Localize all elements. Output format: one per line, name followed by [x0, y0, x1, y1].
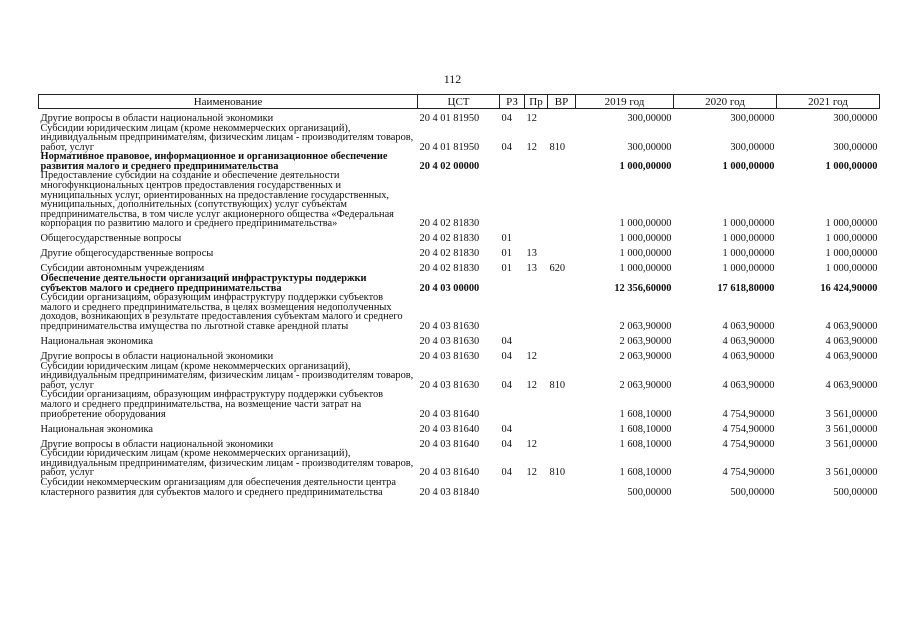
cell-name: Общегосударственные вопросы — [40, 233, 182, 245]
cell-name: Нормативное правовое, информационное и организационное обеспечение развития малого и среднего предпринимательства — [40, 151, 388, 172]
cell-pr — [525, 390, 548, 419]
cell-y2021: 1 000,00000 — [825, 263, 878, 275]
cell-y2019: 1 000,00000 — [619, 218, 672, 230]
cell-rz: 04 — [501, 351, 512, 362]
cell-cst: 20 4 02 81830 — [419, 218, 480, 230]
cell-y2020: 300,00000 — [730, 112, 775, 124]
budget-table — [38, 94, 880, 497]
table-row — [39, 332, 880, 347]
cell-cst: 20 4 02 81830 — [419, 248, 480, 260]
cell-pr — [525, 152, 548, 171]
cell-y2021: 3 561,00000 — [825, 467, 878, 479]
cell-cst: 20 4 03 00000 — [419, 282, 480, 294]
cell-y2019: 2 063,90000 — [619, 351, 672, 362]
cell-y2020: 4 063,90000 — [722, 336, 775, 347]
cell-cst: 20 4 03 81640 — [419, 438, 480, 450]
table-row — [39, 347, 880, 362]
cell-y2019: 2 063,90000 — [619, 336, 672, 347]
cell-y2020: 1 000,00000 — [722, 218, 775, 230]
cell-name: Национальная экономика — [40, 336, 154, 347]
cell-name: Предоставление субсидии на создание и обеспечение деятельности многофункциональных центров предоставления государственных и муниципальных услуг, ориентированных на предоставление государственных, муниципальных, дополнительных (сопутствующих) услуг субъектам предпринимательства, в том числе услуг акционерного общества «Федеральная корпорация по развитию малого и среднего предпринимательства» — [40, 170, 394, 230]
table-row — [39, 449, 880, 478]
cell-rz: 04 — [501, 423, 512, 435]
cell-name: Субсидии организациям, образующим инфраструктуру поддержки субъектов малого и среднего предпринимательства, на возмещение части затрат на приобретение оборудования — [40, 389, 384, 420]
cell-name: Субсидии организациям, образующим инфраструктуру поддержки субъектов малого и среднего предпринимательства, в целях возмещения недополученных доходов, возникающих в результате предоставления субъектам малого и среднего предпринимательства имущества по льготной ставке арендной платы — [40, 292, 403, 332]
cell-y2021: 1 000,00000 — [825, 248, 878, 260]
cell-vr: 810 — [549, 467, 566, 479]
cell-cst: 20 4 01 81950 — [419, 141, 480, 153]
cell-y2019: 1 000,00000 — [619, 233, 672, 245]
cell-y2020: 4 063,90000 — [722, 351, 775, 362]
cell-y2019: 1 608,10000 — [619, 423, 672, 435]
cell-pr — [525, 478, 548, 497]
cell-y2020: 4 754,90000 — [722, 467, 775, 479]
cell-y2021: 4 063,90000 — [825, 321, 878, 332]
cell-pr: 12 — [526, 467, 537, 479]
cell-cst: 20 4 02 00000 — [419, 160, 480, 172]
cell-vr — [548, 274, 576, 293]
cell-name: Субсидии юридическим лицам (кроме некоммерческих организаций), индивидуальным предпринимателям, физическим лицам - производителям товаров, работ, услуг — [40, 360, 414, 391]
cell-y2021: 3 561,00000 — [825, 408, 878, 420]
header-name: Наименование — [39, 95, 418, 109]
cell-y2020: 1 000,00000 — [722, 233, 775, 245]
cell-pr: 12 — [526, 112, 537, 124]
cell-name: Другие вопросы в области национальной экономики — [40, 112, 274, 124]
cell-cst: 20 4 03 81640 — [419, 408, 480, 420]
cell-y2019: 500,00000 — [627, 486, 672, 498]
cell-pr — [525, 419, 548, 434]
cell-y2020: 4 754,90000 — [722, 438, 775, 450]
cell-name: Национальная экономика — [40, 423, 154, 435]
cell-y2019: 300,00000 — [627, 141, 672, 153]
cell-y2020: 1 000,00000 — [722, 160, 775, 172]
cell-vr — [548, 244, 576, 259]
cell-rz — [500, 390, 525, 419]
cell-vr: 810 — [549, 141, 566, 153]
cell-pr — [525, 229, 548, 244]
cell-rz: 04 — [501, 379, 512, 391]
header-2021: 2021 год — [777, 95, 880, 109]
table-row — [39, 362, 880, 391]
table-row — [39, 152, 880, 171]
cell-y2021: 300,00000 — [833, 141, 878, 153]
cell-y2020: 4 754,90000 — [722, 408, 775, 420]
table-header-row — [39, 95, 880, 109]
cell-y2019: 1 000,00000 — [619, 263, 672, 275]
cell-y2021: 4 063,90000 — [825, 351, 878, 362]
cell-cst: 20 4 01 81950 — [419, 112, 480, 124]
cell-y2021: 1 000,00000 — [825, 218, 878, 230]
cell-y2021: 4 063,90000 — [825, 336, 878, 347]
cell-rz: 01 — [501, 248, 512, 260]
cell-y2021: 3 561,00000 — [825, 423, 878, 435]
cell-rz: 04 — [501, 112, 512, 124]
cell-y2019: 1 000,00000 — [619, 248, 672, 260]
cell-cst: 20 4 03 81840 — [419, 486, 480, 498]
table-row — [39, 274, 880, 293]
cell-name: Другие вопросы в области национальной экономики — [40, 438, 274, 450]
cell-rz: 04 — [501, 467, 512, 479]
cell-rz: 04 — [501, 141, 512, 153]
cell-y2021: 1 000,00000 — [825, 160, 878, 172]
cell-pr: 13 — [526, 263, 537, 275]
cell-y2021: 4 063,90000 — [825, 379, 878, 391]
cell-cst: 20 4 03 81630 — [419, 351, 480, 362]
cell-y2020: 1 000,00000 — [722, 248, 775, 260]
cell-y2020: 1 000,00000 — [722, 263, 775, 275]
cell-pr: 13 — [526, 248, 537, 260]
cell-y2019: 300,00000 — [627, 112, 672, 124]
cell-name: Другие вопросы в области национальной экономики — [40, 351, 274, 362]
cell-cst: 20 4 03 81630 — [419, 379, 480, 391]
cell-vr: 620 — [549, 263, 566, 275]
table-row — [39, 478, 880, 497]
cell-rz — [500, 293, 525, 331]
cell-vr: 810 — [549, 379, 566, 391]
cell-y2020: 17 618,80000 — [717, 282, 775, 294]
header-cst: ЦСТ — [418, 95, 500, 109]
cell-cst: 20 4 03 81640 — [419, 467, 480, 479]
cell-pr — [525, 274, 548, 293]
cell-y2020: 4 754,90000 — [722, 423, 775, 435]
cell-name: Субсидии юридическим лицам (кроме некоммерческих организаций), индивидуальным предпринимателям, физическим лицам - производителям товаров, работ, услуг — [40, 448, 414, 479]
cell-y2019: 1 000,00000 — [619, 160, 672, 172]
table-row — [39, 171, 880, 229]
cell-name: Субсидии юридическим лицам (кроме некоммерческих организаций), индивидуальным предпринимателям, физическим лицам - производителям товаров, работ, услуг — [40, 122, 414, 153]
cell-rz: 04 — [501, 336, 512, 347]
header-vr: ВР — [548, 95, 576, 109]
header-2019: 2019 год — [576, 95, 674, 109]
cell-y2020: 4 063,90000 — [722, 379, 775, 391]
cell-rz — [500, 152, 525, 171]
cell-name: Обеспечение деятельности организаций инфраструктуры поддержки субъектов малого и среднего предпринимательства — [40, 273, 367, 294]
cell-y2021: 500,00000 — [833, 486, 878, 498]
cell-vr — [548, 293, 576, 331]
cell-cst: 20 4 03 81630 — [419, 336, 480, 347]
cell-vr — [548, 109, 576, 124]
cell-y2021: 3 561,00000 — [825, 438, 878, 450]
cell-name: Субсидии автономным учреждениям — [40, 263, 205, 275]
cell-y2019: 2 063,90000 — [619, 379, 672, 391]
cell-y2020: 4 063,90000 — [722, 321, 775, 332]
cell-pr: 12 — [526, 438, 537, 450]
cell-rz: 04 — [501, 438, 512, 450]
cell-name: Другие общегосударственные вопросы — [40, 248, 214, 260]
table-row — [39, 124, 880, 153]
table-row — [39, 244, 880, 259]
cell-y2019: 1 608,10000 — [619, 467, 672, 479]
cell-y2020: 300,00000 — [730, 141, 775, 153]
table-row — [39, 434, 880, 449]
cell-rz — [500, 171, 525, 229]
cell-y2019: 2 063,90000 — [619, 321, 672, 332]
cell-rz — [500, 274, 525, 293]
cell-y2020: 500,00000 — [730, 486, 775, 498]
cell-name: Субсидии некоммерческим организациям для обеспечения деятельности центра кластерного развития для субъектов малого и среднего предпринимательства — [40, 476, 396, 498]
cell-rz — [500, 478, 525, 497]
cell-pr: 12 — [526, 351, 537, 362]
cell-rz: 01 — [501, 233, 512, 245]
header-2020: 2020 год — [674, 95, 777, 109]
table-row — [39, 293, 880, 331]
cell-vr — [548, 332, 576, 347]
cell-pr — [525, 293, 548, 331]
cell-y2019: 1 608,10000 — [619, 408, 672, 420]
cell-pr — [525, 171, 548, 229]
cell-y2021: 300,00000 — [833, 112, 878, 124]
cell-vr — [548, 152, 576, 171]
cell-vr — [548, 171, 576, 229]
header-pr: Пр — [525, 95, 548, 109]
cell-rz: 01 — [501, 263, 512, 275]
cell-pr: 12 — [526, 379, 537, 391]
header-rz: РЗ — [500, 95, 525, 109]
cell-cst: 20 4 03 81640 — [419, 423, 480, 435]
table-row — [39, 390, 880, 419]
page-number: 112 — [443, 72, 462, 86]
cell-vr — [548, 390, 576, 419]
cell-vr — [548, 347, 576, 362]
cell-vr — [548, 419, 576, 434]
cell-cst: 20 4 02 81830 — [419, 263, 480, 275]
cell-y2019: 12 356,60000 — [614, 282, 672, 294]
cell-vr — [548, 229, 576, 244]
table-row — [39, 229, 880, 244]
cell-vr — [548, 478, 576, 497]
cell-vr — [548, 434, 576, 449]
scan-artifact-dots — [0, 632, 905, 636]
cell-cst: 20 4 03 81630 — [419, 321, 480, 332]
cell-y2019: 1 608,10000 — [619, 438, 672, 450]
cell-pr: 12 — [526, 141, 537, 153]
table-body — [39, 109, 880, 498]
table-row — [39, 419, 880, 434]
cell-y2021: 16 424,90000 — [820, 282, 878, 294]
table-row — [39, 259, 880, 274]
cell-pr — [525, 332, 548, 347]
table-row — [39, 109, 880, 124]
cell-cst: 20 4 02 81830 — [419, 233, 480, 245]
cell-y2021: 1 000,00000 — [825, 233, 878, 245]
